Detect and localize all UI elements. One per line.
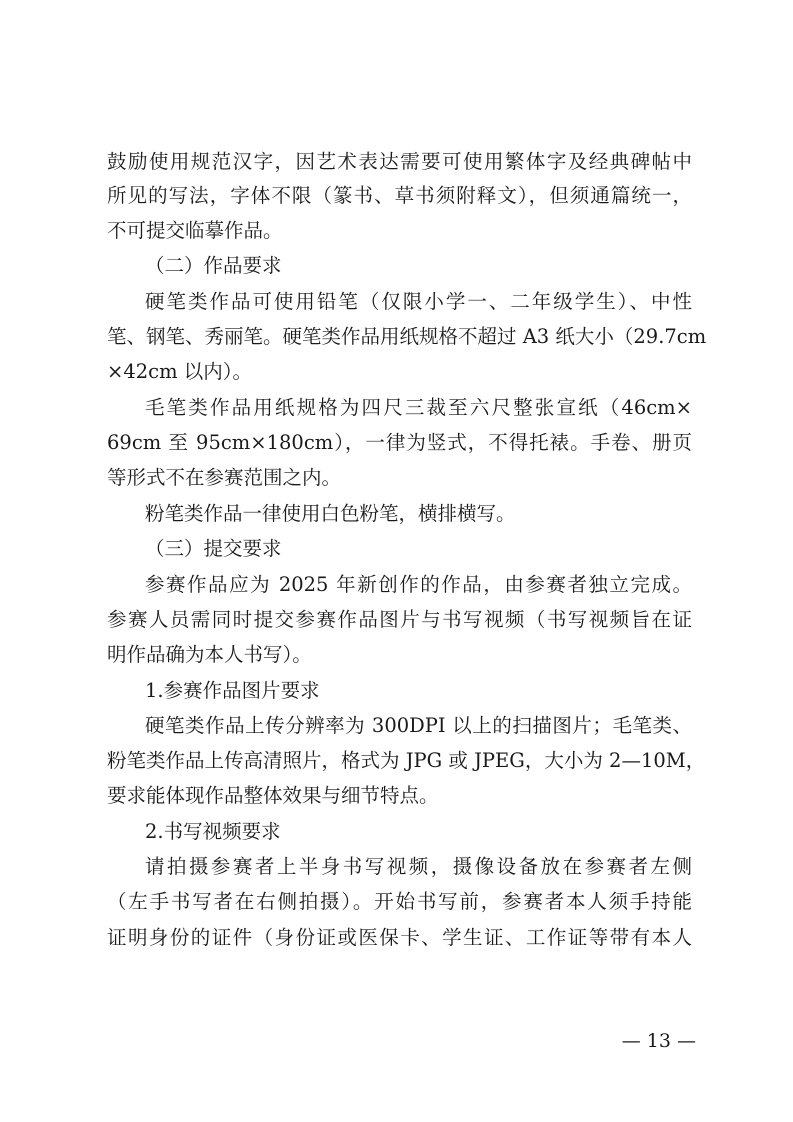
paragraph-line: 硬笔类作品可使用铅笔（仅限小学一、二年级学生）、中性 [145,290,692,313]
section-heading: （三）提交要求 [145,537,282,560]
paragraph-line: ×42cm 以内）。 [107,360,253,383]
paragraph-line: 所见的写法，字体不限（篆书、草书须附释文），但须通篇统一， [107,184,692,207]
paragraph-line: 请拍摄参赛者上半身书写视频，摄像设备放在参赛者左侧 [145,855,692,878]
section-heading: （二）作品要求 [145,254,282,277]
paragraph-line: 粉笔类作品一律使用白色粉笔，横排横写。 [145,502,516,525]
paragraph-line: 硬笔类作品上传分辨率为 300DPI 以上的扫描图片；毛笔类、 [145,714,692,737]
paragraph-line: 参赛作品应为 2025 年新创作的作品，由参赛者独立完成。 [145,573,692,596]
paragraph-line: 证明身份的证件（身份证或医保卡、学生证、工作证等带有本人 [107,926,692,949]
paragraph-line: 参赛人员需同时提交参赛作品图片与书写视频（书写视频旨在证 [107,608,692,631]
paragraph-line: 69cm 至 95cm×180cm），一律为竖式，不得托裱。手卷、册页 [107,431,692,454]
paragraph-line: 鼓励使用规范汉字，因艺术表达需要可使用繁体字及经典碑帖中 [107,150,692,173]
paragraph-line: 等形式不在参赛范围之内。 [107,466,342,489]
subsection-heading: 2.书写视频要求 [145,820,281,843]
paragraph-line: 要求能体现作品整体效果与细节特点。 [107,784,439,807]
page-number: — 13 — [621,1030,696,1052]
paragraph-line: 毛笔类作品用纸规格为四尺三裁至六尺整张宣纸（46cm× [145,396,692,419]
paragraph-line: 明作品确为本人书写）。 [107,643,312,666]
paragraph-line: 不可提交临摹作品。 [107,219,283,242]
paragraph-line: 笔、钢笔、秀丽笔。硬笔类作品用纸规格不超过 A3 纸大小（29.7cm [107,325,707,348]
paragraph-line: （左手书写者在右侧拍摄）。开始书写前，参赛者本人须手持能 [107,890,692,913]
paragraph-line: 粉笔类作品上传高清照片，格式为 JPG 或 JPEG，大小为 2—10M， [107,749,706,772]
subsection-heading: 1.参赛作品图片要求 [145,679,320,702]
